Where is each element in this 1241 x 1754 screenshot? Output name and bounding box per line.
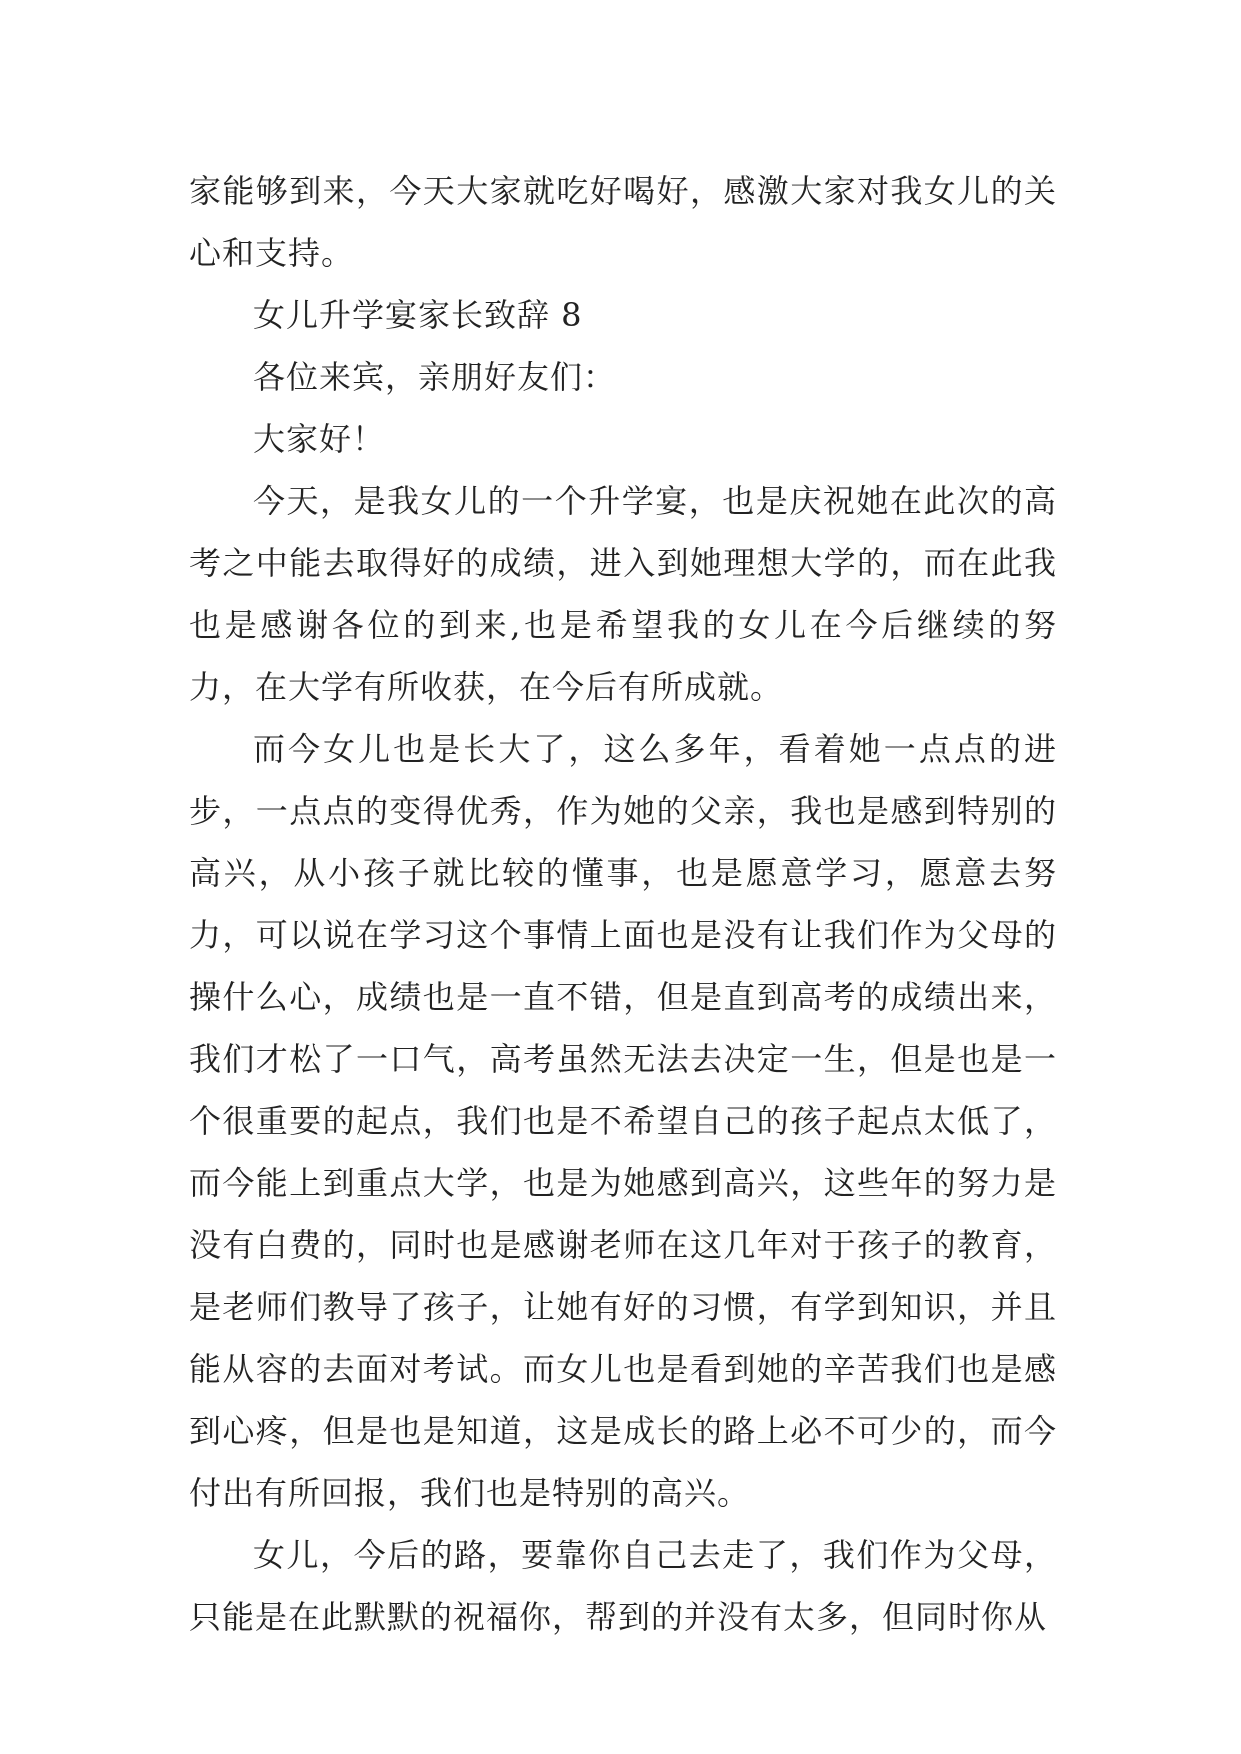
document-body	[189, 160, 1057, 1648]
section-heading: 女儿升学宴家长致辞 8	[253, 296, 583, 334]
paragraph-continuation: 家能够到来，今天大家就吃好喝好，感激大家对我女儿的关心和支持。	[189, 172, 1057, 272]
paragraph: 而今女儿也是长大了，这么多年，看着她一点点的进步，一点点的变得优秀，作为她的父亲，我也是感到特别的高兴，从小孩子就比较的懂事，也是愿意学习，愿意去努力，可以说在学习这个事情上面也是没有让我们作为父母的操什么心，成绩也是一直不错，但是直到高考的成绩出来，我们才松了一口气，高考虽然无法去决定一生，但是也是一个很重要的起点，我们也是不希望自己的孩子起点太低了，而今能上到重点大学，也是为她感到高兴，这些年的努力是没有白费的，同时也是感谢老师在这几年对于孩子的教育，是老师们教导了孩子，让她有好的习惯，有学到知识，并且能从容的去面对考试。而女儿也是看到她的辛苦我们也是感到心疼，但是也是知道，这是成长的路上必不可少的，而今付出有所回报，我们也是特别的高兴。	[189, 730, 1057, 1512]
paragraph: 女儿，今后的路，要靠你自己去走了，我们作为父母，只能是在此默默的祝福你，帮到的并没有太多，但同时你从	[189, 1536, 1057, 1636]
greeting: 大家好！	[253, 420, 386, 458]
salutation: 各位来宾，亲朋好友们：	[253, 358, 617, 396]
paragraph: 今天，是我女儿的一个升学宴，也是庆祝她在此次的高考之中能去取得好的成绩，进入到她理想大学的，而在此我也是感谢各位的到来,也是希望我的女儿在今后继续的努力，在大学有所收获，在今后有所成就。	[189, 482, 1057, 706]
